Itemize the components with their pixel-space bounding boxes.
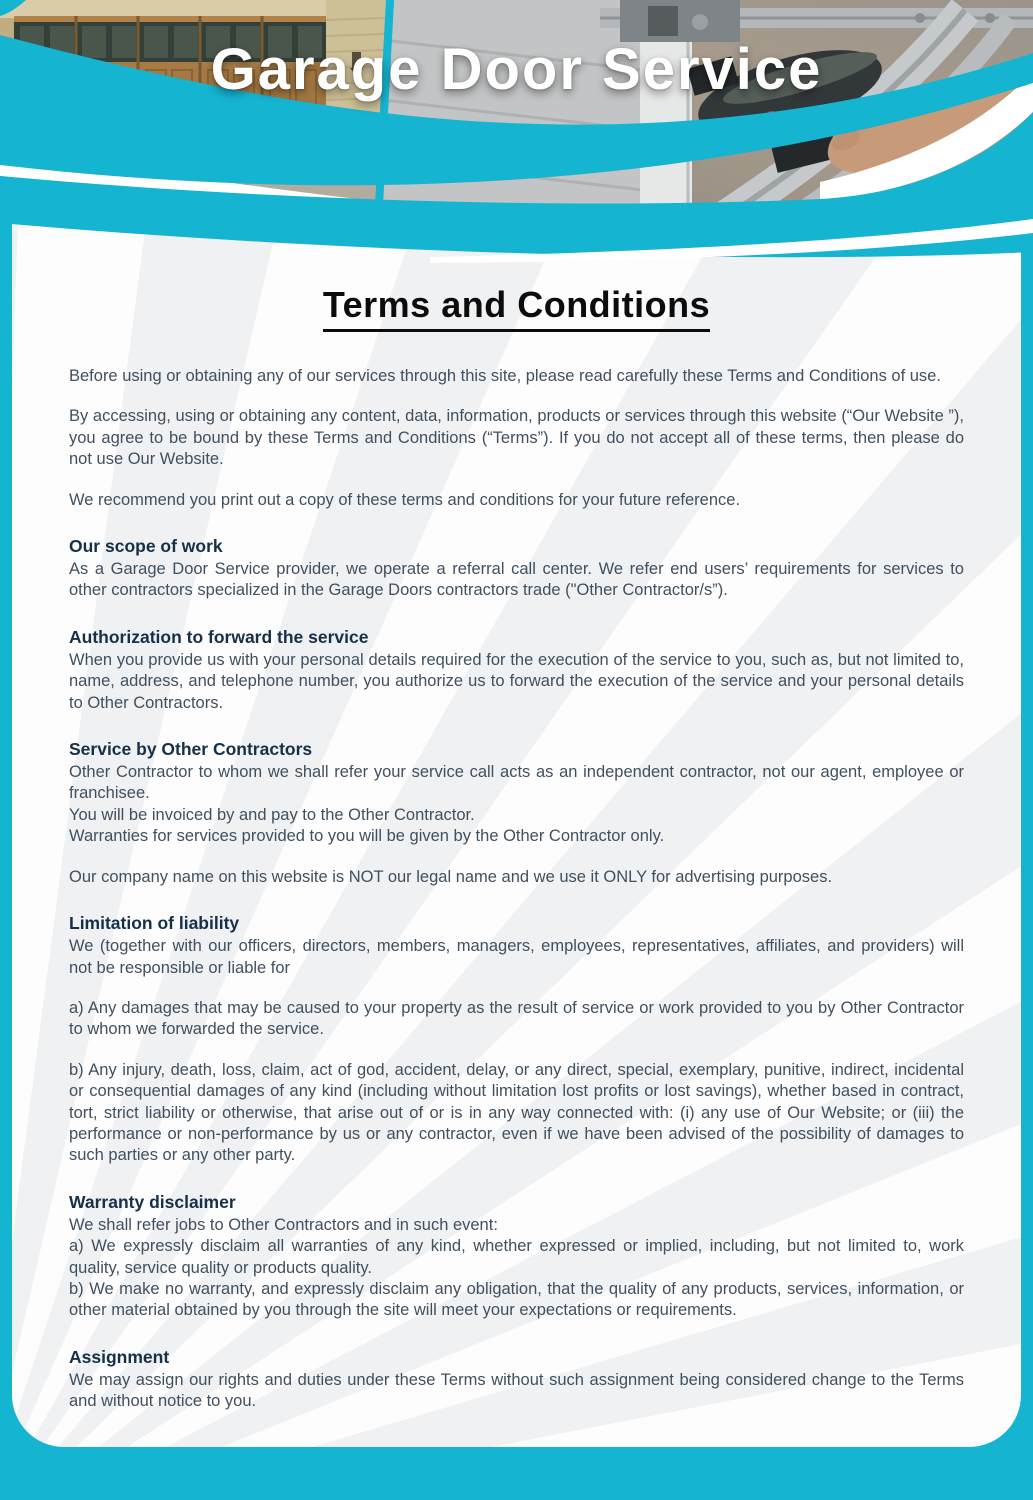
paragraph-line: a) We expressly disclaim all warranties of any kind, whether expressed or implied, including, but not limited to, work quality, service quality or products quality. [69, 1237, 964, 1277]
section-heading: Assignment [69, 1346, 170, 1367]
paragraph-line: Warranties for services provided to you will be given by the Other Contractor only. [69, 827, 665, 846]
paragraph-line: We may assign our rights and duties under these Terms without such assignment being considered change to the Terms and without notice to you. [69, 1370, 964, 1411]
paragraph-line: b) Any injury, death, loss, claim, act of god, accident, delay, or any direct, special, exemplary, punitive, indirect, incidental or consequential damages of any kind (including without limitation lost profits or lost savings), whether based in contract, tort, strict liability or otherwise, that arise out of or is in any way connected with: (i) any use of Our Website; or (iii) the performance or non-performance by us or any contractor, even if we have been advised of the possibility of damages to such parties or any other party. [69, 1060, 964, 1165]
paragraph-block [69, 762, 964, 848]
terms-section [69, 1346, 964, 1413]
sections-container [69, 366, 964, 1413]
paragraph-line: As a Garage Door Service provider, we operate a referral call center. We refer end users’ requirements for services to other contractors specialized in the Garage Doors contractors trade ("Other Contractor/s”). [69, 560, 964, 600]
paragraph-block [69, 867, 964, 888]
paragraph-block [69, 1370, 964, 1413]
section-heading: Authorization to forward the service [69, 626, 369, 647]
paragraph-block [69, 559, 964, 602]
terms-section [69, 626, 964, 714]
paragraph-line: When you provide us with your personal details required for the execution of the service to you, such as, but not limited to, name, address, and telephone number, you authorize us to forward the execution of the service and your personal details to Other Contractors. [69, 650, 964, 712]
section-heading: Service by Other Contractors [69, 739, 313, 760]
paragraph-block [69, 936, 964, 979]
terms-content [12, 283, 1021, 1413]
section-heading: Warranty disclaimer [69, 1191, 236, 1212]
paragraph-line: a) Any damages that may be caused to your property as the result of service or work provided to you by Other Contractor to whom we forwarded the service. [69, 998, 964, 1039]
paragraph-line: b) We make no warranty, and expressly disclaim any obligation, that the quality of any products, services, information, or other material obtained by you through the site will meet your expectations or requirements. [69, 1279, 964, 1320]
terms-section [69, 738, 964, 888]
terms-section [69, 1191, 964, 1322]
terms-section [69, 535, 964, 602]
paragraph-line: We shall refer jobs to Other Contractors and in such event: [69, 1215, 498, 1234]
content-card [12, 185, 1021, 1447]
section-heading: Our scope of work [69, 536, 223, 557]
paragraph-line: Our company name on this website is NOT our legal name and we use it ONLY for advertising purposes. [69, 867, 833, 886]
paragraph-line: By accessing, using or obtaining any content, data, information, products or services through this website (“Our Website ”), you agree to be bound by these Terms and Conditions (“Terms”). If you do not accept all of these terms, then please do not use Our Website. [69, 407, 964, 469]
section-heading: Limitation of liability [69, 913, 240, 934]
terms-section [69, 912, 964, 1167]
page-header [0, 0, 1033, 266]
paragraph-line: We recommend you print out a copy of these terms and conditions for your future reference. [69, 490, 741, 509]
terms-section [69, 366, 964, 511]
page-title [69, 283, 964, 326]
paragraph-block [69, 490, 964, 511]
paragraph-line: Other Contractor to whom we shall refer your service call acts as an independent contractor, not our agent, employee or franchisee. [69, 763, 964, 803]
paragraph-block [69, 366, 964, 387]
brand-title: Garage Door Service [210, 37, 823, 102]
paragraph-block [69, 650, 964, 714]
paragraph-line: You will be invoiced by and pay to the Other Contractor. [69, 805, 475, 824]
paragraph-block [69, 406, 964, 470]
paragraph-block [69, 998, 964, 1041]
paragraph-block [69, 1060, 964, 1167]
paragraph-line: Before using or obtaining any of our services through this site, please read carefully these Terms and Conditions of use. [69, 367, 941, 385]
paragraph-block [69, 1215, 964, 1322]
page-title-text: Terms and Conditions [323, 284, 710, 332]
paragraph-line: We (together with our officers, directors, members, managers, employees, representatives, affiliates, and providers) will not be responsible or liable for [69, 937, 964, 977]
